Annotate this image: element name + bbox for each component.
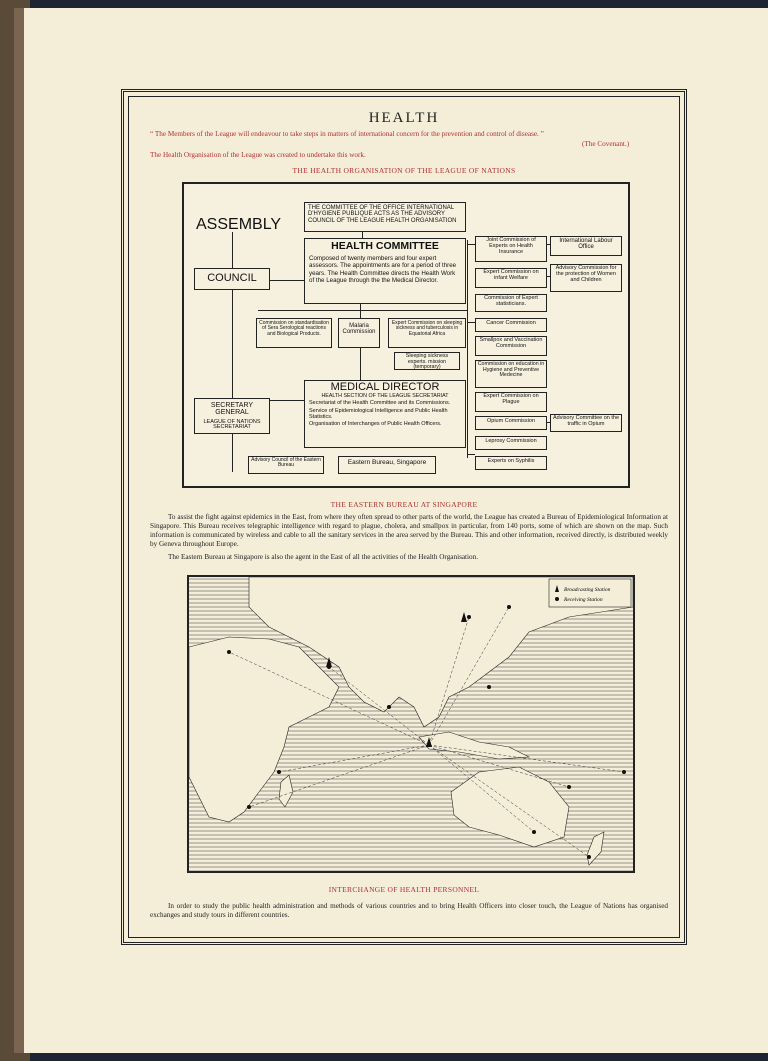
- section-heading-eastern-bureau: THE EASTERN BUREAU AT SINGAPORE: [330, 500, 478, 509]
- intro-line: The Health Organisation of the League was created to undertake this work.: [150, 151, 366, 159]
- health-committee-text: Composed of twenty members and four expert assessors. The appointments are for a period of three years. The Health Committee directs the Health Work of the League through the the Medical Director.: [309, 255, 457, 285]
- far-right-box: International Labour Office: [550, 236, 622, 256]
- org-chart: [182, 182, 630, 488]
- medical-director-sub: HEALTH SECTION OF THE LEAGUE SECRETARIAT: [321, 392, 449, 399]
- advisory-eastern-box: Advisory Council of the Eastern Bureau: [248, 456, 324, 474]
- covenant-quote: “ The Members of the League will endeavour to take steps in matters of international concern for the prevention and control of disease. ”: [150, 130, 544, 138]
- secretariat-label: LEAGUE OF NATIONS SECRETARIAT: [203, 418, 261, 431]
- interchange-paragraph: In order to study the public health administration and methods of various countries and to bring Health Officers into closer touch, the League of Nations has organised exchanges and study tours in different countries.: [150, 902, 668, 919]
- right-col-box: Commission on education in Hygiene and Preventive Medecine: [475, 360, 547, 388]
- connector: [467, 454, 475, 455]
- medical-director-box: [304, 380, 466, 448]
- sleeping-sickness-expert-box: Expert Commission on sleeping sickness and tuberculosis in Equatorial Africa: [388, 318, 466, 348]
- council-box: COUNCIL: [194, 268, 270, 290]
- legend-receiving: Receiving Station: [564, 597, 603, 603]
- quote-source: (The Covenant.): [582, 140, 630, 148]
- md-item: Secretariat of the Health Committee and its Commissions.: [309, 400, 451, 407]
- right-col-box: Cancer Commission: [475, 318, 547, 332]
- eastern-bureau-agent-paragraph: The Eastern Bureau at Singapore is also the agent in the East of all the activities of the Health Organisation.: [168, 553, 479, 561]
- map-graphic: [189, 577, 633, 871]
- eastern-bureau-paragraph: To assist the fight against epidemics in the East, from where they often spread to other parts of the world, the League has created a Bureau of Epidemiological Information at Singapore. This Bureau receives telegraphic intelligence with regard to plague, cholera, and smallpox in particular, from 140 ports, some of which are shown on the map. Such information is communicated by wireless and cable to all the sanitary services in the area served by the Bureau. This and other information, received directly, is distributed weekly by Geneva throughout Europe.: [150, 513, 668, 548]
- right-col-box: Experts on Syphilis: [475, 456, 547, 470]
- connector: [547, 244, 550, 245]
- right-col-box: Joint Commission of Experts on Health Insurance: [475, 236, 547, 262]
- md-item: Organisation of Interchanges of Public Health Officers.: [309, 421, 442, 428]
- connector: [467, 240, 468, 458]
- right-col-box: Leprosy Commission: [475, 436, 547, 450]
- assembly-label: ASSEMBLY: [196, 216, 282, 233]
- connector: [467, 244, 475, 245]
- right-col-box: Opium Commission: [475, 416, 547, 430]
- far-right-box: Advisory Commission for the protection of Women and Children: [550, 264, 622, 292]
- section-heading-interchange: INTERCHANGE OF HEALTH PERSONNEL: [328, 885, 480, 894]
- md-item: Service of Epidemiological Intelligence and Public Health Statistics.: [309, 407, 448, 420]
- sleeping-sickness-mission-box: Sleeping sickness experts. mission (temporary): [394, 352, 460, 370]
- right-col-box: Smallpox and Vaccination Commission: [475, 336, 547, 356]
- section-heading-organisation: THE HEALTH ORGANISATION OF THE LEAGUE OF NATIONS: [292, 166, 516, 175]
- health-committee-box: [304, 238, 466, 304]
- medical-director-title: MEDICAL DIRECTOR: [330, 381, 440, 393]
- oihp-committee-box: THE COMMITTEE OF THE OFFICE INTERNATIONAL D'HYGIENE PUBLIQUE ACTS AS THE ADVISORY COUNCIL OF THE LEAGUE HEALTH ORGANISATION: [304, 202, 466, 232]
- legend-broadcasting: Broadcasting Station: [564, 587, 611, 593]
- page-title: HEALTH: [368, 110, 440, 126]
- connector: [467, 322, 475, 323]
- malaria-commission-box: Malaria Commission: [338, 318, 380, 348]
- right-col-box: Commission of Expert statisticians.: [475, 294, 547, 312]
- far-right-box: Advisory Committee on the traffic in Opium: [550, 414, 622, 432]
- eastern-bureau-box: Eastern Bureau, Singapore: [338, 456, 436, 474]
- connector: [258, 310, 468, 311]
- receiving-icon: [555, 597, 559, 601]
- health-committee-title: HEALTH COMMITTEE: [331, 240, 439, 252]
- secretary-general-label: SECRETARY GENERAL: [210, 402, 254, 417]
- connector: [547, 422, 550, 423]
- connector: [547, 276, 550, 277]
- secretary-general-box: [194, 398, 270, 434]
- wireless-map: [187, 575, 635, 873]
- right-col-box: Expert Commission on Plague: [475, 392, 547, 412]
- right-col-box: Expert Commission on infant Welfare: [475, 268, 547, 288]
- connector: [270, 400, 304, 401]
- sera-commission-box: Commission on standardisation of Sera Serological reactions and Biological Products.: [256, 318, 332, 348]
